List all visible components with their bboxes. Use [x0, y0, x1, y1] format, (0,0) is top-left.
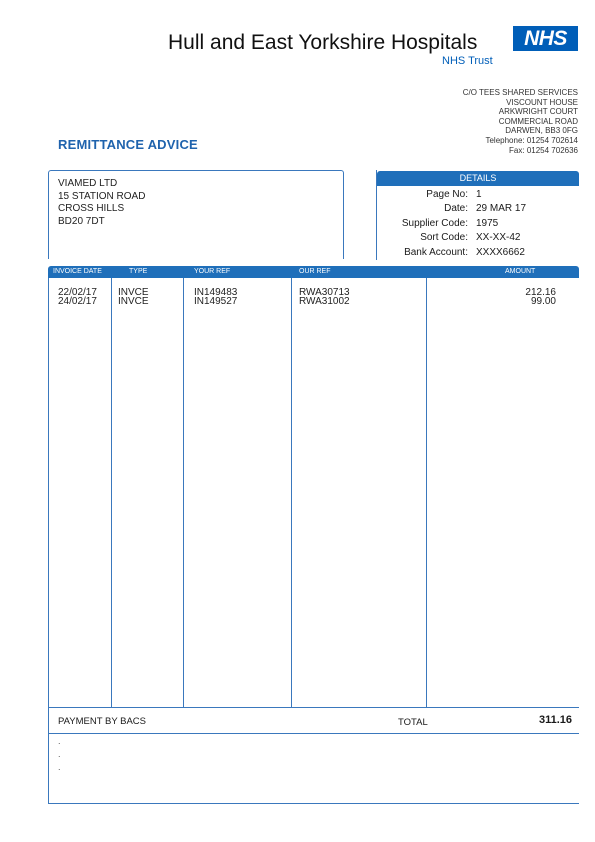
details-heading: DETAILS [377, 171, 579, 186]
column-divider [183, 278, 184, 707]
table-bottom-rule [48, 707, 579, 708]
row-1-amount: 212.16 [525, 287, 556, 298]
detail-supplier-code [377, 218, 579, 232]
organisation-name: Hull and East Yorkshire Hospitals [168, 31, 478, 54]
column-divider [291, 278, 292, 707]
address-line: DARWEN, BB3 0FG [505, 126, 578, 136]
row-2-amount: 99.00 [530, 296, 556, 307]
note-line: . [58, 762, 61, 772]
table-border-left [48, 278, 49, 804]
nhs-logo: NHS [513, 26, 578, 51]
detail-sort-code [377, 232, 579, 246]
detail-value: 29 MAR 17 [476, 203, 527, 214]
detail-value: 1 [476, 189, 482, 200]
note-line: . [58, 749, 61, 759]
total-bottom-rule [48, 733, 579, 734]
note-line: . [58, 736, 61, 746]
row-2-your-ref: IN149527 [194, 296, 238, 307]
detail-label: Page No: [426, 189, 468, 200]
telephone-line: Telephone: 01254 702614 [485, 135, 578, 145]
supplier-town: CROSS HILLS [58, 203, 125, 214]
supplier-name: VIAMED LTD [58, 178, 118, 189]
address-line: VISCOUNT HOUSE [506, 97, 578, 107]
total-value: 311.16 [538, 714, 572, 726]
row-1-your-ref: IN149483 [194, 287, 238, 298]
payment-method: PAYMENT BY BACS [58, 716, 146, 727]
column-divider [426, 278, 427, 707]
address-line: ARKWRIGHT COURT [498, 107, 578, 117]
supplier-address [58, 178, 145, 228]
column-header-invoice-date: INVOICE DATE [53, 268, 102, 275]
column-divider [111, 278, 112, 707]
detail-value: XXXX6662 [476, 247, 525, 258]
row-2-type: INVCE [118, 296, 149, 307]
organisation-subtitle: NHS Trust [442, 55, 493, 67]
fax-line: Fax: 01254 702636 [509, 145, 578, 155]
detail-label: Date: [444, 203, 468, 214]
address-line: C/O TEES SHARED SERVICES [462, 88, 578, 97]
detail-value: XX-XX-42 [476, 232, 521, 243]
detail-bank-account [377, 247, 579, 261]
row-1-invoice-date: 22/02/17 [58, 287, 97, 298]
row-1-our-ref: RWA30713 [299, 287, 350, 298]
detail-value: 1975 [476, 218, 499, 229]
address-line: COMMERCIAL ROAD [498, 116, 578, 126]
column-header-your-ref: YOUR REF [194, 268, 231, 275]
column-header-amount: AMOUNT [505, 268, 536, 275]
total-label: TOTAL [398, 717, 428, 728]
column-header-our-ref: OUR REF [299, 268, 331, 275]
row-1-type: INVCE [118, 287, 149, 298]
document-title: REMITTANCE ADVICE [58, 137, 198, 152]
invoice-table-header [48, 266, 579, 278]
detail-label: Supplier Code: [401, 218, 468, 229]
detail-label: Sort Code: [420, 232, 468, 243]
detail-label: Bank Account: [404, 247, 468, 258]
detail-date [377, 203, 579, 217]
notes-bottom-rule [48, 803, 579, 804]
detail-page-no [377, 189, 579, 203]
supplier-street: 15 STATION ROAD [58, 190, 146, 202]
row-2-our-ref: RWA31002 [299, 296, 350, 307]
row-2-invoice-date: 24/02/17 [58, 296, 97, 307]
column-header-type: TYPE [129, 268, 148, 275]
trust-address [463, 88, 578, 155]
supplier-postcode: BD20 7DT [58, 215, 105, 227]
